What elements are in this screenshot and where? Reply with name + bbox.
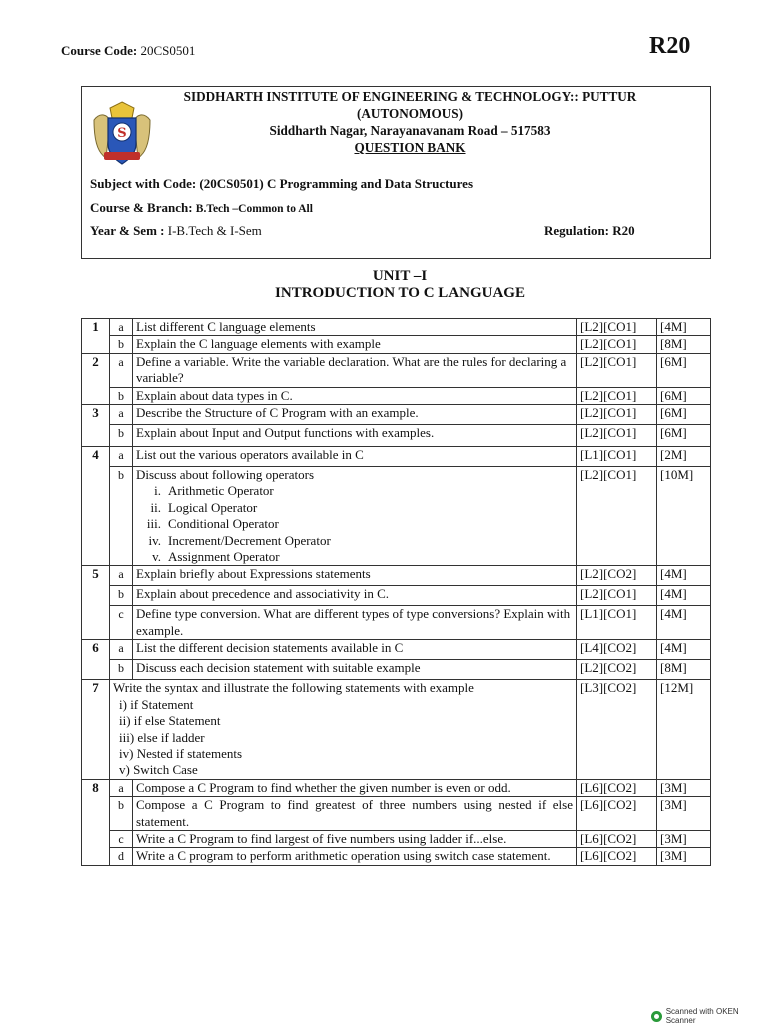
- level-outcome: [L1][CO1]: [577, 606, 657, 640]
- list-item: iv) Nested if statements: [119, 745, 243, 761]
- course-branch-value: B.Tech –Common to All: [195, 203, 313, 215]
- sub-question-letter: d: [110, 848, 133, 865]
- table-row: [82, 586, 711, 606]
- table-row: [82, 467, 711, 566]
- unit-title: UNIT –I: [372, 268, 428, 284]
- question-number: 6: [82, 640, 110, 680]
- statement-list: [113, 697, 573, 779]
- question-text: Describe the Structure of C Program with an example.: [133, 405, 577, 425]
- table-row: [82, 606, 711, 640]
- level-outcome: [L2][CO1]: [577, 336, 657, 353]
- question-text: Explain briefly about Expressions statements: [133, 566, 577, 586]
- question-number: 1: [82, 319, 110, 354]
- course-code-value: 20CS0501: [140, 43, 196, 58]
- level-outcome: [L2][CO1]: [577, 405, 657, 425]
- level-outcome: [L4][CO2]: [577, 640, 657, 660]
- level-outcome: [L6][CO2]: [577, 848, 657, 865]
- list-item: iii. Conditional Operator: [146, 516, 279, 532]
- sub-question-letter: b: [110, 425, 133, 447]
- sub-question-letter: a: [110, 566, 133, 586]
- question-text: Explain about data types in C.: [133, 387, 577, 404]
- list-item: i. Arithmetic Operator: [154, 483, 274, 499]
- question-number: 7: [82, 680, 110, 779]
- sub-question-letter: b: [110, 797, 133, 831]
- table-row: [82, 447, 711, 467]
- regulation-row: [544, 223, 635, 239]
- course-code: [61, 43, 195, 59]
- level-outcome: [L2][CO1]: [577, 387, 657, 404]
- question-text: [110, 680, 577, 779]
- list-item: ii. Logical Operator: [150, 499, 258, 515]
- question-text: Explain about Input and Output functions with examples.: [133, 425, 577, 447]
- list-item: ii) if else Statement: [119, 713, 221, 729]
- marks: [3M]: [657, 848, 711, 865]
- marks: [6M]: [657, 425, 711, 447]
- level-outcome: [L6][CO2]: [577, 779, 657, 796]
- sub-question-letter: b: [110, 336, 133, 353]
- sub-question-letter: a: [110, 640, 133, 660]
- question-text: Define type conversion. What are different types of type conversions? Explain with example.: [133, 606, 577, 640]
- institute-address: Siddharth Nagar, Narayanavanam Road – 517583: [269, 123, 551, 138]
- marks: [3M]: [657, 779, 711, 796]
- list-item: iii) else if ladder: [119, 729, 205, 745]
- year-sem-row: [90, 223, 262, 239]
- question-text: Explain about precedence and associativity in C.: [133, 586, 577, 606]
- document-title: QUESTION BANK: [354, 140, 466, 155]
- question-text: List out the various operators available in C: [133, 447, 577, 467]
- question-prompt: Discuss about following operators: [136, 467, 315, 483]
- question-text: List the different decision statements available in C: [133, 640, 577, 660]
- marks: [4M]: [657, 606, 711, 640]
- table-row: [82, 797, 711, 831]
- question-text: Compose a C Program to find whether the given number is even or odd.: [133, 779, 577, 796]
- level-outcome: [L2][CO1]: [577, 353, 657, 387]
- list-item: v. Assignment Operator: [152, 549, 280, 565]
- table-row: [82, 353, 711, 387]
- header-box: [81, 86, 711, 259]
- question-prompt: Write the syntax and illustrate the following statements with example: [113, 680, 474, 696]
- table-row: [82, 680, 711, 779]
- table-row: [82, 566, 711, 586]
- marks: [4M]: [657, 319, 711, 336]
- institute-name: SIDDHARTH INSTITUTE OF ENGINEERING & TECHNOLOGY:: PUTTUR: [183, 89, 637, 104]
- level-outcome: [L2][CO2]: [577, 660, 657, 680]
- table-row: [82, 848, 711, 865]
- marks: [3M]: [657, 830, 711, 847]
- sub-question-letter: b: [110, 467, 133, 566]
- svg-text:S: S: [117, 126, 127, 141]
- marks: [8M]: [657, 660, 711, 680]
- operator-list: [136, 483, 573, 565]
- question-text: Define a variable. Write the variable declaration. What are the rules for declaring a variable?: [133, 353, 577, 387]
- table-row: [82, 405, 711, 425]
- sub-question-letter: c: [110, 606, 133, 640]
- level-outcome: [L2][CO1]: [577, 425, 657, 447]
- regulation-value: R20: [612, 223, 635, 238]
- table-row: [82, 336, 711, 353]
- question-number: 3: [82, 405, 110, 447]
- course-branch-label: Course & Branch:: [90, 200, 193, 215]
- sub-question-letter: b: [110, 586, 133, 606]
- question-table: [81, 318, 711, 866]
- regulation-badge: R20: [649, 33, 691, 59]
- table-row: [82, 830, 711, 847]
- marks: [4M]: [657, 566, 711, 586]
- marks: [6M]: [657, 405, 711, 425]
- list-item: i) if Statement: [119, 696, 194, 712]
- scanner-watermark: [651, 1007, 768, 1025]
- level-outcome: [L2][CO1]: [577, 319, 657, 336]
- question-text: Compose a C Program to find greatest of three numbers using nested if else statement.: [133, 797, 577, 831]
- table-row: [82, 660, 711, 680]
- table-row: [82, 640, 711, 660]
- marks: [6M]: [657, 353, 711, 387]
- subject-row: [90, 176, 473, 192]
- level-outcome: [L6][CO2]: [577, 797, 657, 831]
- marks: [2M]: [657, 447, 711, 467]
- question-text: Write a C Program to find largest of five numbers using ladder if...else.: [133, 830, 577, 847]
- regulation-label: Regulation:: [544, 223, 609, 238]
- table-row: [82, 319, 711, 336]
- course-code-label: Course Code:: [61, 43, 138, 58]
- question-text: Write a C program to perform arithmetic operation using switch case statement.: [133, 848, 577, 865]
- level-outcome: [L1][CO1]: [577, 447, 657, 467]
- question-text: Explain the C language elements with example: [133, 336, 577, 353]
- level-outcome: [L2][CO2]: [577, 566, 657, 586]
- list-item: iv. Increment/Decrement Operator: [148, 532, 331, 548]
- course-branch-row: [90, 200, 313, 216]
- sub-question-letter: b: [110, 660, 133, 680]
- level-outcome: [L3][CO2]: [577, 680, 657, 779]
- marks: [4M]: [657, 640, 711, 660]
- marks: [8M]: [657, 336, 711, 353]
- list-item: v) Switch Case: [119, 762, 198, 778]
- marks: [10M]: [657, 467, 711, 566]
- question-number: 2: [82, 353, 110, 404]
- subject-value: (20CS0501) C Programming and Data Structures: [199, 176, 474, 191]
- level-outcome: [L6][CO2]: [577, 830, 657, 847]
- level-outcome: [L2][CO1]: [577, 467, 657, 566]
- question-number: 5: [82, 566, 110, 640]
- sub-question-letter: a: [110, 447, 133, 467]
- question-text: List different C language elements: [133, 319, 577, 336]
- question-number: 8: [82, 779, 110, 865]
- scanner-text: Scanned with OKEN Scanner: [665, 1007, 739, 1025]
- unit-subtitle: INTRODUCTION TO C LANGUAGE: [275, 285, 525, 301]
- scanner-logo-icon: [651, 1011, 662, 1022]
- marks: [12M]: [657, 680, 711, 779]
- subject-label: Subject with Code:: [90, 176, 197, 191]
- year-sem-label: Year & Sem :: [90, 223, 165, 238]
- question-number: 4: [82, 447, 110, 566]
- sub-question-letter: a: [110, 319, 133, 336]
- level-outcome: [L2][CO1]: [577, 586, 657, 606]
- question-text: [133, 467, 577, 566]
- sub-question-letter: c: [110, 830, 133, 847]
- institute-status: (AUTONOMOUS): [357, 106, 463, 121]
- marks: [4M]: [657, 586, 711, 606]
- question-text: Discuss each decision statement with suitable example: [133, 660, 577, 680]
- table-row: [82, 779, 711, 796]
- table-row: [82, 387, 711, 404]
- sub-question-letter: a: [110, 353, 133, 387]
- sub-question-letter: b: [110, 387, 133, 404]
- sub-question-letter: a: [110, 405, 133, 425]
- table-row: [82, 425, 711, 447]
- sub-question-letter: a: [110, 779, 133, 796]
- marks: [6M]: [657, 387, 711, 404]
- marks: [3M]: [657, 797, 711, 831]
- year-sem-value: I-B.Tech & I-Sem: [167, 223, 262, 238]
